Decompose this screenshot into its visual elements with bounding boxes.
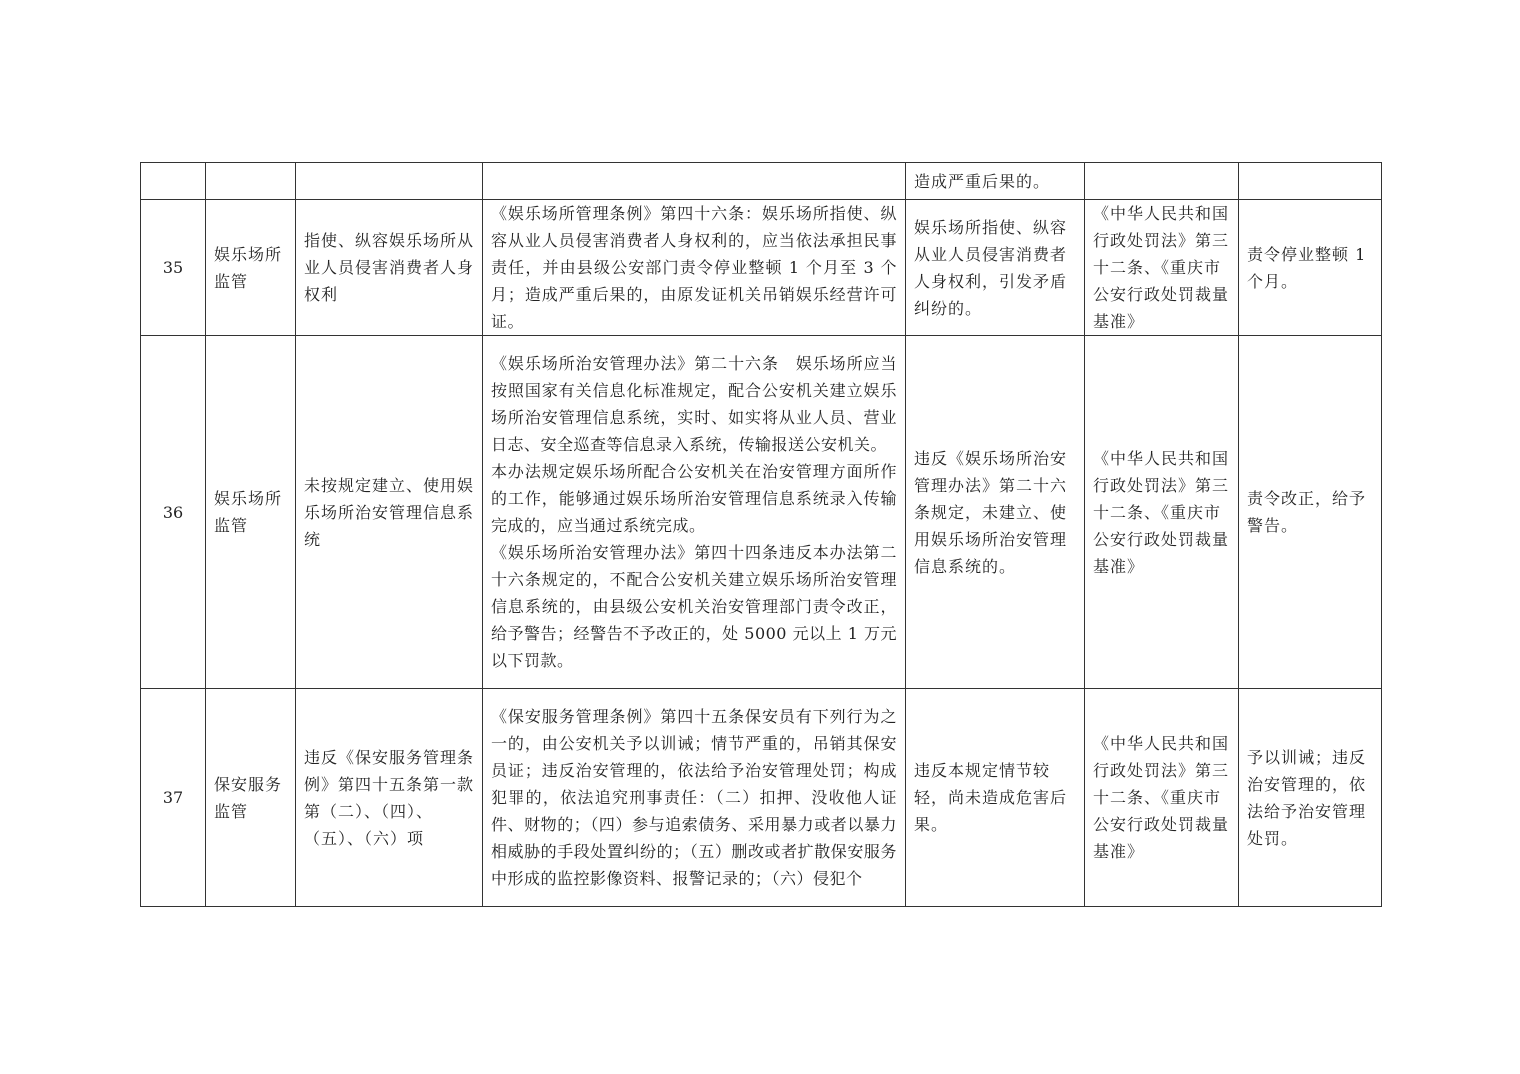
cell-condition: 造成严重后果的。 (906, 163, 1085, 200)
law-paragraph: 《娱乐场所治安管理办法》第四十四条违反本办法第二十六条规定的，不配合公安机关建立娱乐场所治安管理信息系统的，由县级公安机关治安管理部门责令改正，给予警告；经警告不予改正的，处 5000 元以上 1 万元以下罚款。 (491, 543, 897, 670)
cell-act (296, 163, 483, 200)
cell-law (483, 336, 906, 689)
law-paragraph: 《娱乐场所管理条例》第四十六条：娱乐场所指使、纵容从业人员侵害消费者人身权利的，应当依法承担民事责任，并由县级公安部门责令停业整顿 1 个月至 3 个月；造成严重后果的，由原发证机关吊销娱乐经营许可证。 (491, 204, 897, 331)
cell-basis (1085, 163, 1239, 200)
cell-condition: 娱乐场所指使、纵容从业人员侵害消费者人身权利，引发矛盾纠纷的。 (906, 200, 1085, 336)
cell-result (1239, 163, 1382, 200)
cell-no (141, 163, 206, 200)
cell-item (206, 163, 296, 200)
table-row (141, 689, 1382, 907)
row-number: 35 (141, 200, 206, 336)
law-paragraph: 《保安服务管理条例》第四十五条保安员有下列行为之一的，由公安机关予以训诫；情节严重的，吊销其保安员证；违反治安管理的，依法给予治安管理处罚；构成犯罪的，依法追究刑事责任：（二）扣押、没收他人证件、财物的；（四）参与追索债务、采用暴力或者以暴力相威胁的手段处置纠纷的；（五）删改或者扩散保安服务中形成的监控影像资料、报警记录的；（六）侵犯个 (491, 707, 897, 888)
cell-act: 指使、纵容娱乐场所从业人员侵害消费者人身权利 (296, 200, 483, 336)
cell-law (483, 200, 906, 336)
table-row (141, 336, 1382, 689)
cell-item: 保安服务监管 (206, 689, 296, 907)
cell-law (483, 163, 906, 200)
law-paragraph: 本办法规定娱乐场所配合公安机关在治安管理方面所作的工作，能够通过娱乐场所治安管理信息系统录入传输完成的，应当通过系统完成。 (491, 462, 897, 535)
table-row (141, 200, 1382, 336)
cell-item: 娱乐场所监管 (206, 336, 296, 689)
cell-result: 责令停业整顿 1 个月。 (1239, 200, 1382, 336)
cell-item: 娱乐场所监管 (206, 200, 296, 336)
cell-condition: 违反本规定情节较轻，尚未造成危害后果。 (906, 689, 1085, 907)
cell-result: 责令改正，给予警告。 (1239, 336, 1382, 689)
cell-result: 予以训诫；违反治安管理的，依法给予治安管理处罚。 (1239, 689, 1382, 907)
cell-basis: 《中华人民共和国行政处罚法》第三十二条、《重庆市公安行政处罚裁量基准》 (1085, 336, 1239, 689)
cell-law (483, 689, 906, 907)
table-row-continuation (141, 163, 1382, 200)
cell-basis: 《中华人民共和国行政处罚法》第三十二条、《重庆市公安行政处罚裁量基准》 (1085, 200, 1239, 336)
penalty-table (140, 162, 1382, 907)
cell-act: 未按规定建立、使用娱乐场所治安管理信息系统 (296, 336, 483, 689)
cell-condition: 违反《娱乐场所治安管理办法》第二十六条规定，未建立、使用娱乐场所治安管理信息系统的。 (906, 336, 1085, 689)
law-paragraph: 《娱乐场所治安管理办法》第二十六条 娱乐场所应当按照国家有关信息化标准规定，配合公安机关建立娱乐场所治安管理信息系统，实时、如实将从业人员、营业日志、安全巡查等信息录入系统，传输报送公安机关。 (491, 354, 897, 454)
cell-basis: 《中华人民共和国行政处罚法》第三十二条、《重庆市公安行政处罚裁量基准》 (1085, 689, 1239, 907)
cell-act: 违反《保安服务管理条例》第四十五条第一款第（二）、（四）、（五）、（六）项 (296, 689, 483, 907)
row-number: 37 (141, 689, 206, 907)
row-number: 36 (141, 336, 206, 689)
